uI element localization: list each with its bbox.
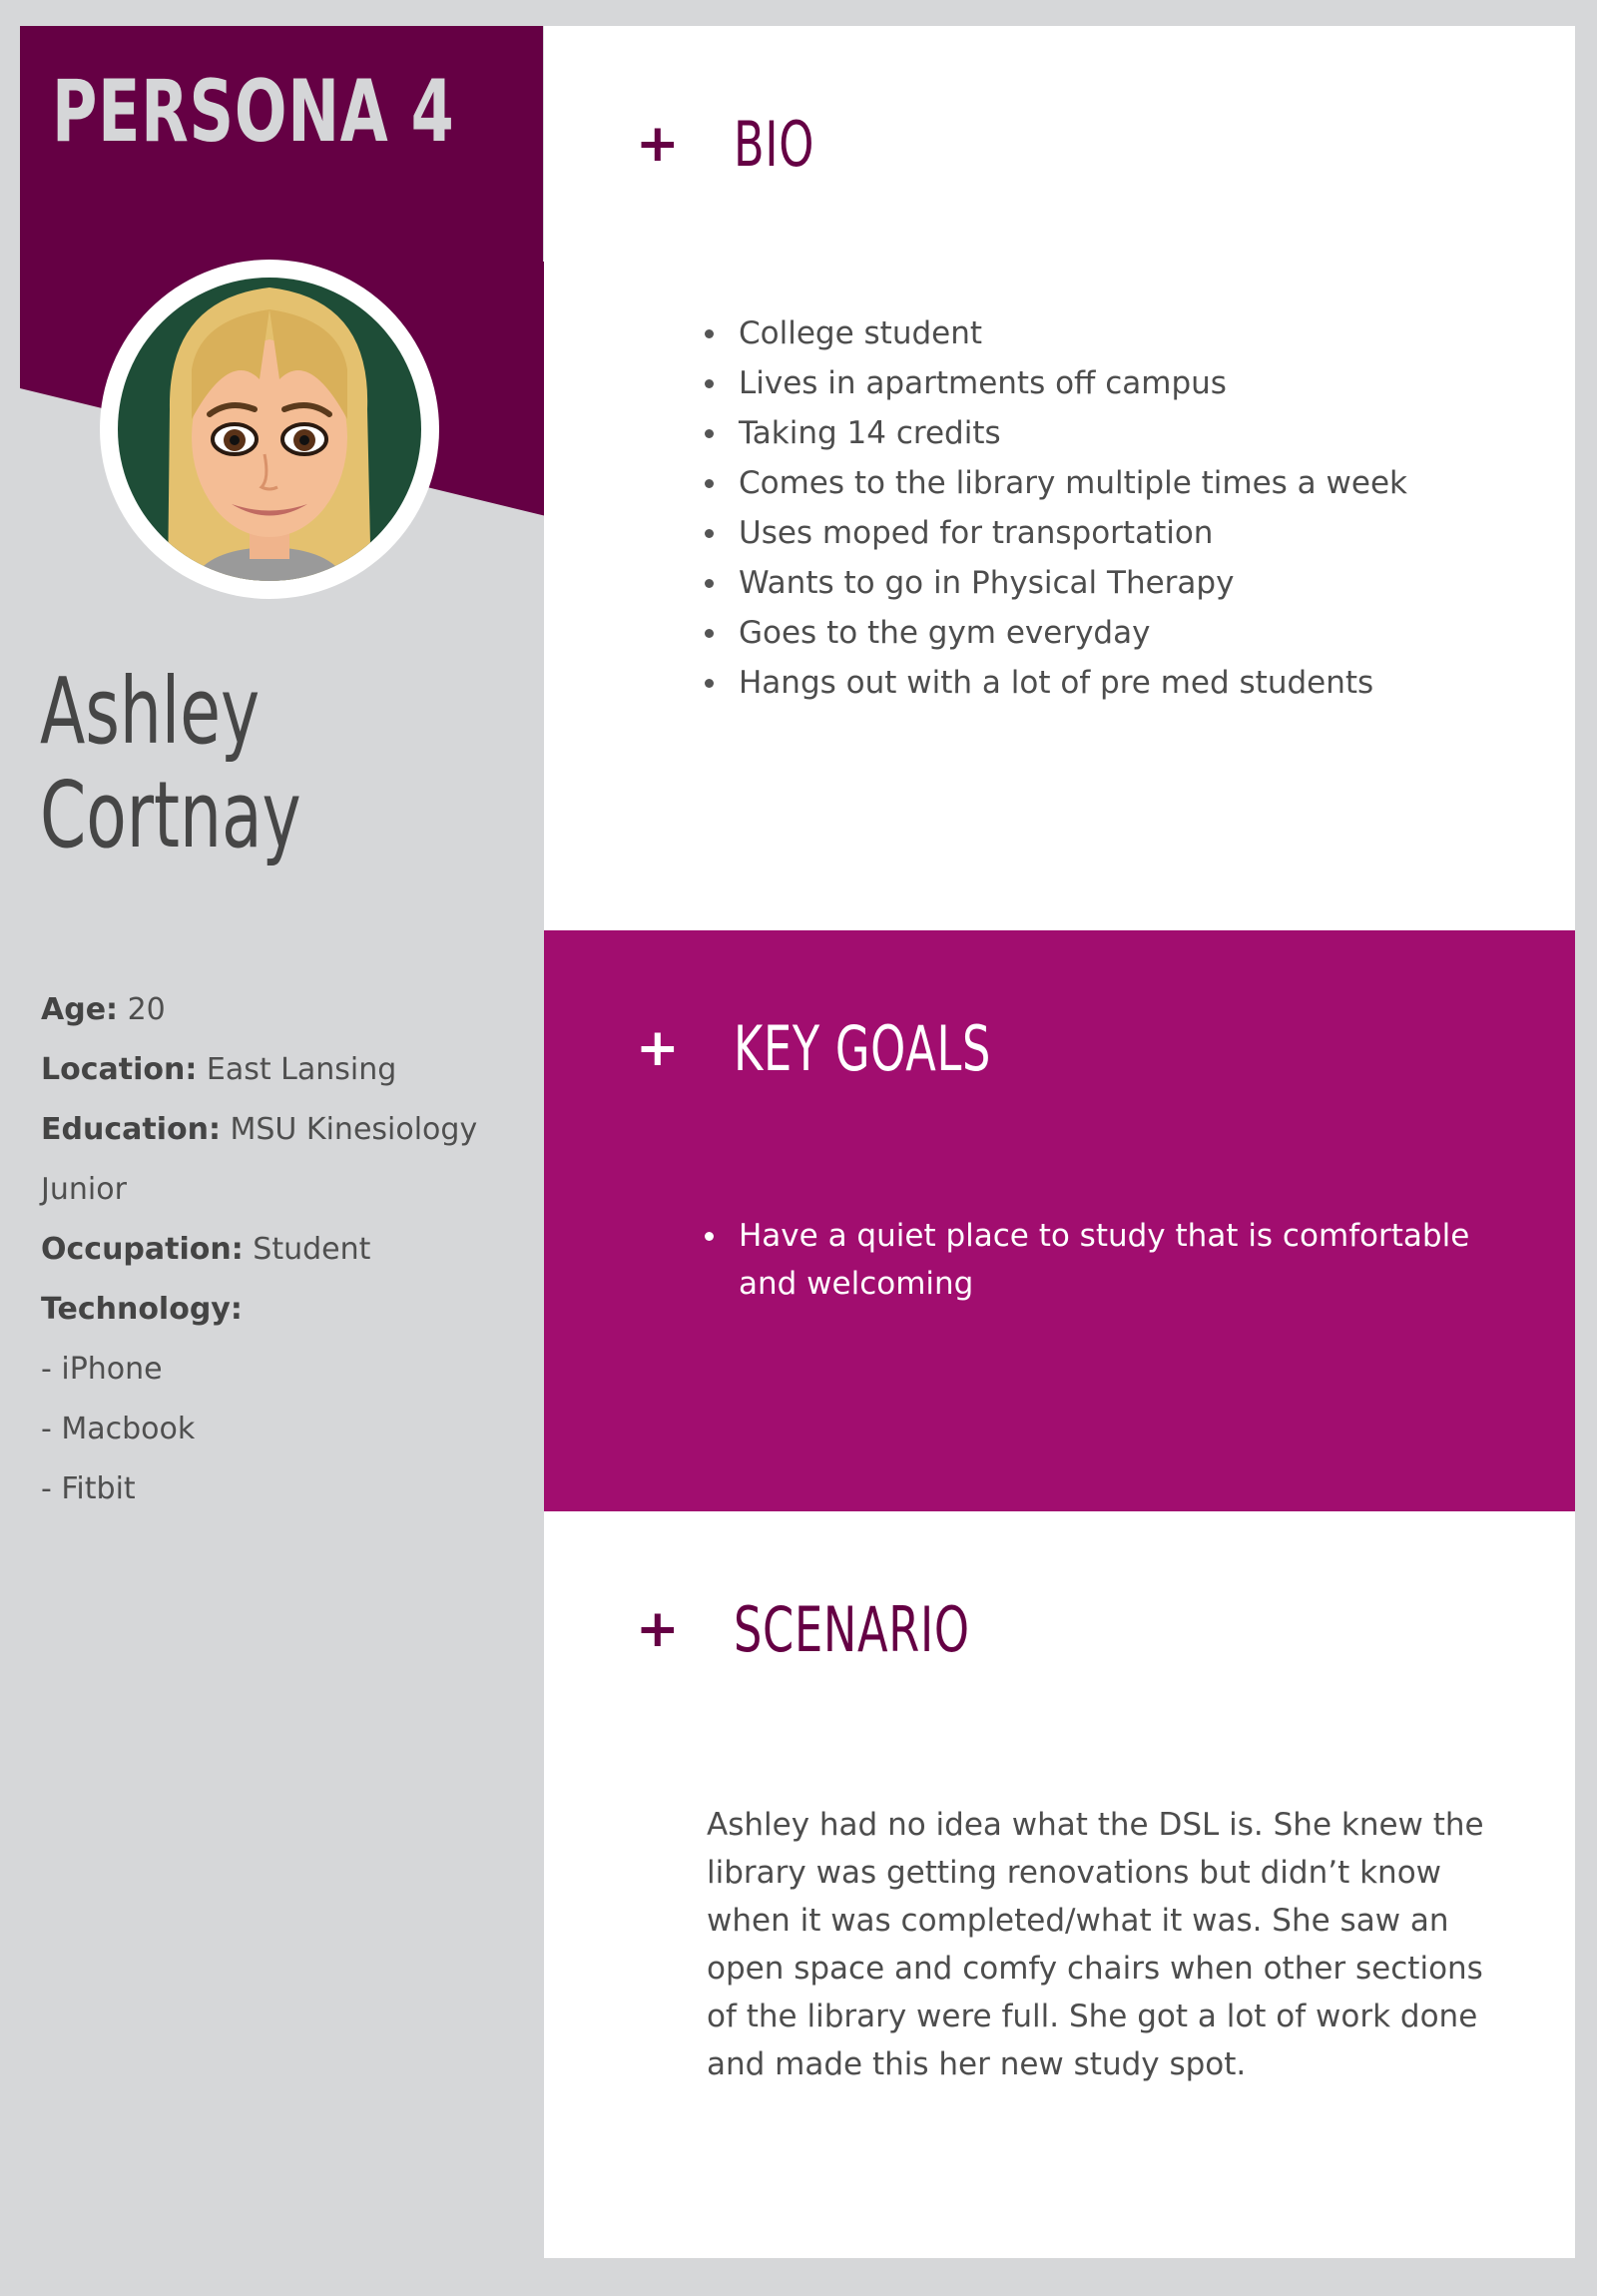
fact-location: Location: East Lansing (41, 1052, 397, 1087)
fact-age: Age: 20 (41, 992, 166, 1027)
persona-name (40, 660, 399, 867)
persona-sidebar (20, 26, 544, 2258)
bio-title: BIO (734, 107, 815, 181)
list-item: Have a quiet place to study that is comfortable and welcoming (739, 1212, 1517, 1308)
first-name: Ashley (40, 658, 261, 765)
plus-icon: + (636, 1018, 680, 1078)
persona-facts (41, 980, 540, 1519)
scenario-section (544, 1511, 1575, 2258)
list-item: Comes to the library multiple times a week (739, 458, 1407, 508)
technology-item: - Macbook (41, 1412, 196, 1446)
scenario-heading (636, 1589, 1062, 1669)
bio-heading (636, 104, 846, 184)
persona-label: PERSONA 4 (52, 62, 455, 162)
key-goals-list (709, 1212, 1517, 1308)
list-item: Uses moped for transportation (739, 508, 1407, 558)
key-goals-title: KEY GOALS (734, 1011, 992, 1085)
fact-education: Education: MSU Kinesiology (41, 1112, 478, 1147)
last-name: Cortnay (40, 762, 301, 868)
list-item: College student (739, 308, 1407, 358)
key-goals-heading (636, 1008, 1091, 1088)
key-goals-section (544, 930, 1575, 1511)
plus-icon: + (636, 1599, 680, 1659)
list-item: Wants to go in Physical Therapy (739, 558, 1407, 608)
persona-main (544, 26, 1575, 2258)
list-item: Lives in apartments off campus (739, 358, 1407, 408)
technology-item: - iPhone (41, 1352, 163, 1387)
list-item: Taking 14 credits (739, 408, 1407, 458)
bitmoji-avatar-icon (100, 260, 439, 599)
fact-education-continued: Junior (41, 1172, 127, 1207)
technology-item: - Fitbit (41, 1471, 136, 1506)
fact-occupation: Occupation: Student (41, 1232, 371, 1267)
fact-technology: Technology: (41, 1292, 243, 1327)
bio-list (709, 308, 1407, 708)
scenario-text: Ashley had no idea what the DSL is. She knew the library was getting renovations but didn’t know when it was completed/what it was. She saw an open space and comfy chairs when other sections of the library were full. She got a lot of work done and made this her new study spot. (707, 1807, 1484, 2082)
list-item: Hangs out with a lot of pre med students (739, 658, 1407, 708)
list-item: Goes to the gym everyday (739, 608, 1407, 658)
bio-section (544, 26, 1575, 930)
plus-icon: + (636, 114, 680, 174)
scenario-title: SCENARIO (734, 1592, 970, 1666)
